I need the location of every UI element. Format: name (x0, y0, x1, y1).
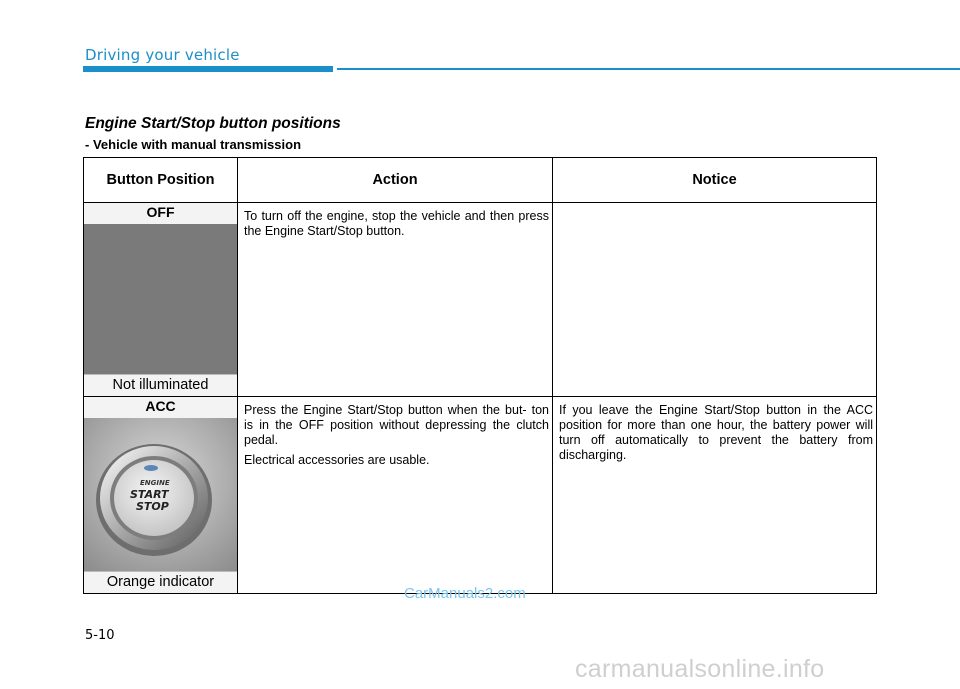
logo-text-stop: STOP (136, 500, 169, 513)
watermark-carmanualsonline: carmanualsonline.info (575, 655, 825, 683)
notice-text-acc: If you leave the Engine Start/Stop button in the ACC position for more than one hour, the battery power will turn off automatically to prevent the battery from discharging. (559, 403, 873, 462)
watermark-carmanuals2: CarManuals2.com (404, 585, 526, 602)
header-rule-thick (83, 66, 333, 72)
notice-cell-acc (553, 397, 877, 594)
action-text-acc-1: Press the Engine Start/Stop button when the but- ton is in the OFF position without depressing the clutch pedal. (244, 403, 549, 447)
notice-cell-off (553, 203, 877, 397)
start-stop-button-icon (84, 418, 237, 571)
table-header-row (84, 158, 877, 203)
header-rule-thin (337, 68, 960, 70)
page-subtitle: - Vehicle with manual transmission (85, 137, 302, 152)
position-cell-off (84, 203, 238, 397)
logo-text-start: START (130, 488, 169, 501)
indicator-icon (144, 465, 158, 471)
action-cell-acc (238, 397, 553, 594)
table-row-acc (84, 397, 877, 594)
position-cell-acc (84, 397, 238, 594)
header-button-position: Button Position (84, 158, 238, 203)
position-label-off: OFF (84, 203, 237, 224)
header-action: Action (238, 158, 553, 203)
section-header: Driving your vehicle (85, 46, 240, 64)
header-notice: Notice (553, 158, 877, 203)
logo-text-engine: ENGINE (140, 479, 170, 487)
button-acc-image (84, 418, 237, 571)
page-number: 5-10 (85, 628, 115, 643)
action-text-off-1: To turn off the engine, stop the vehicle and then press the Engine Start/Stop button. (244, 209, 549, 238)
button-positions-table (83, 157, 877, 594)
action-text-acc-2: Electrical accessories are usable. (244, 453, 430, 467)
button-off-image (84, 224, 237, 374)
position-label-acc: ACC (84, 397, 237, 418)
position-caption-acc: Orange indicator (84, 571, 237, 593)
action-cell-off (238, 203, 553, 397)
page-title: Engine Start/Stop button positions (85, 115, 341, 132)
table-row-off (84, 203, 877, 397)
position-caption-off: Not illuminated (84, 374, 237, 396)
